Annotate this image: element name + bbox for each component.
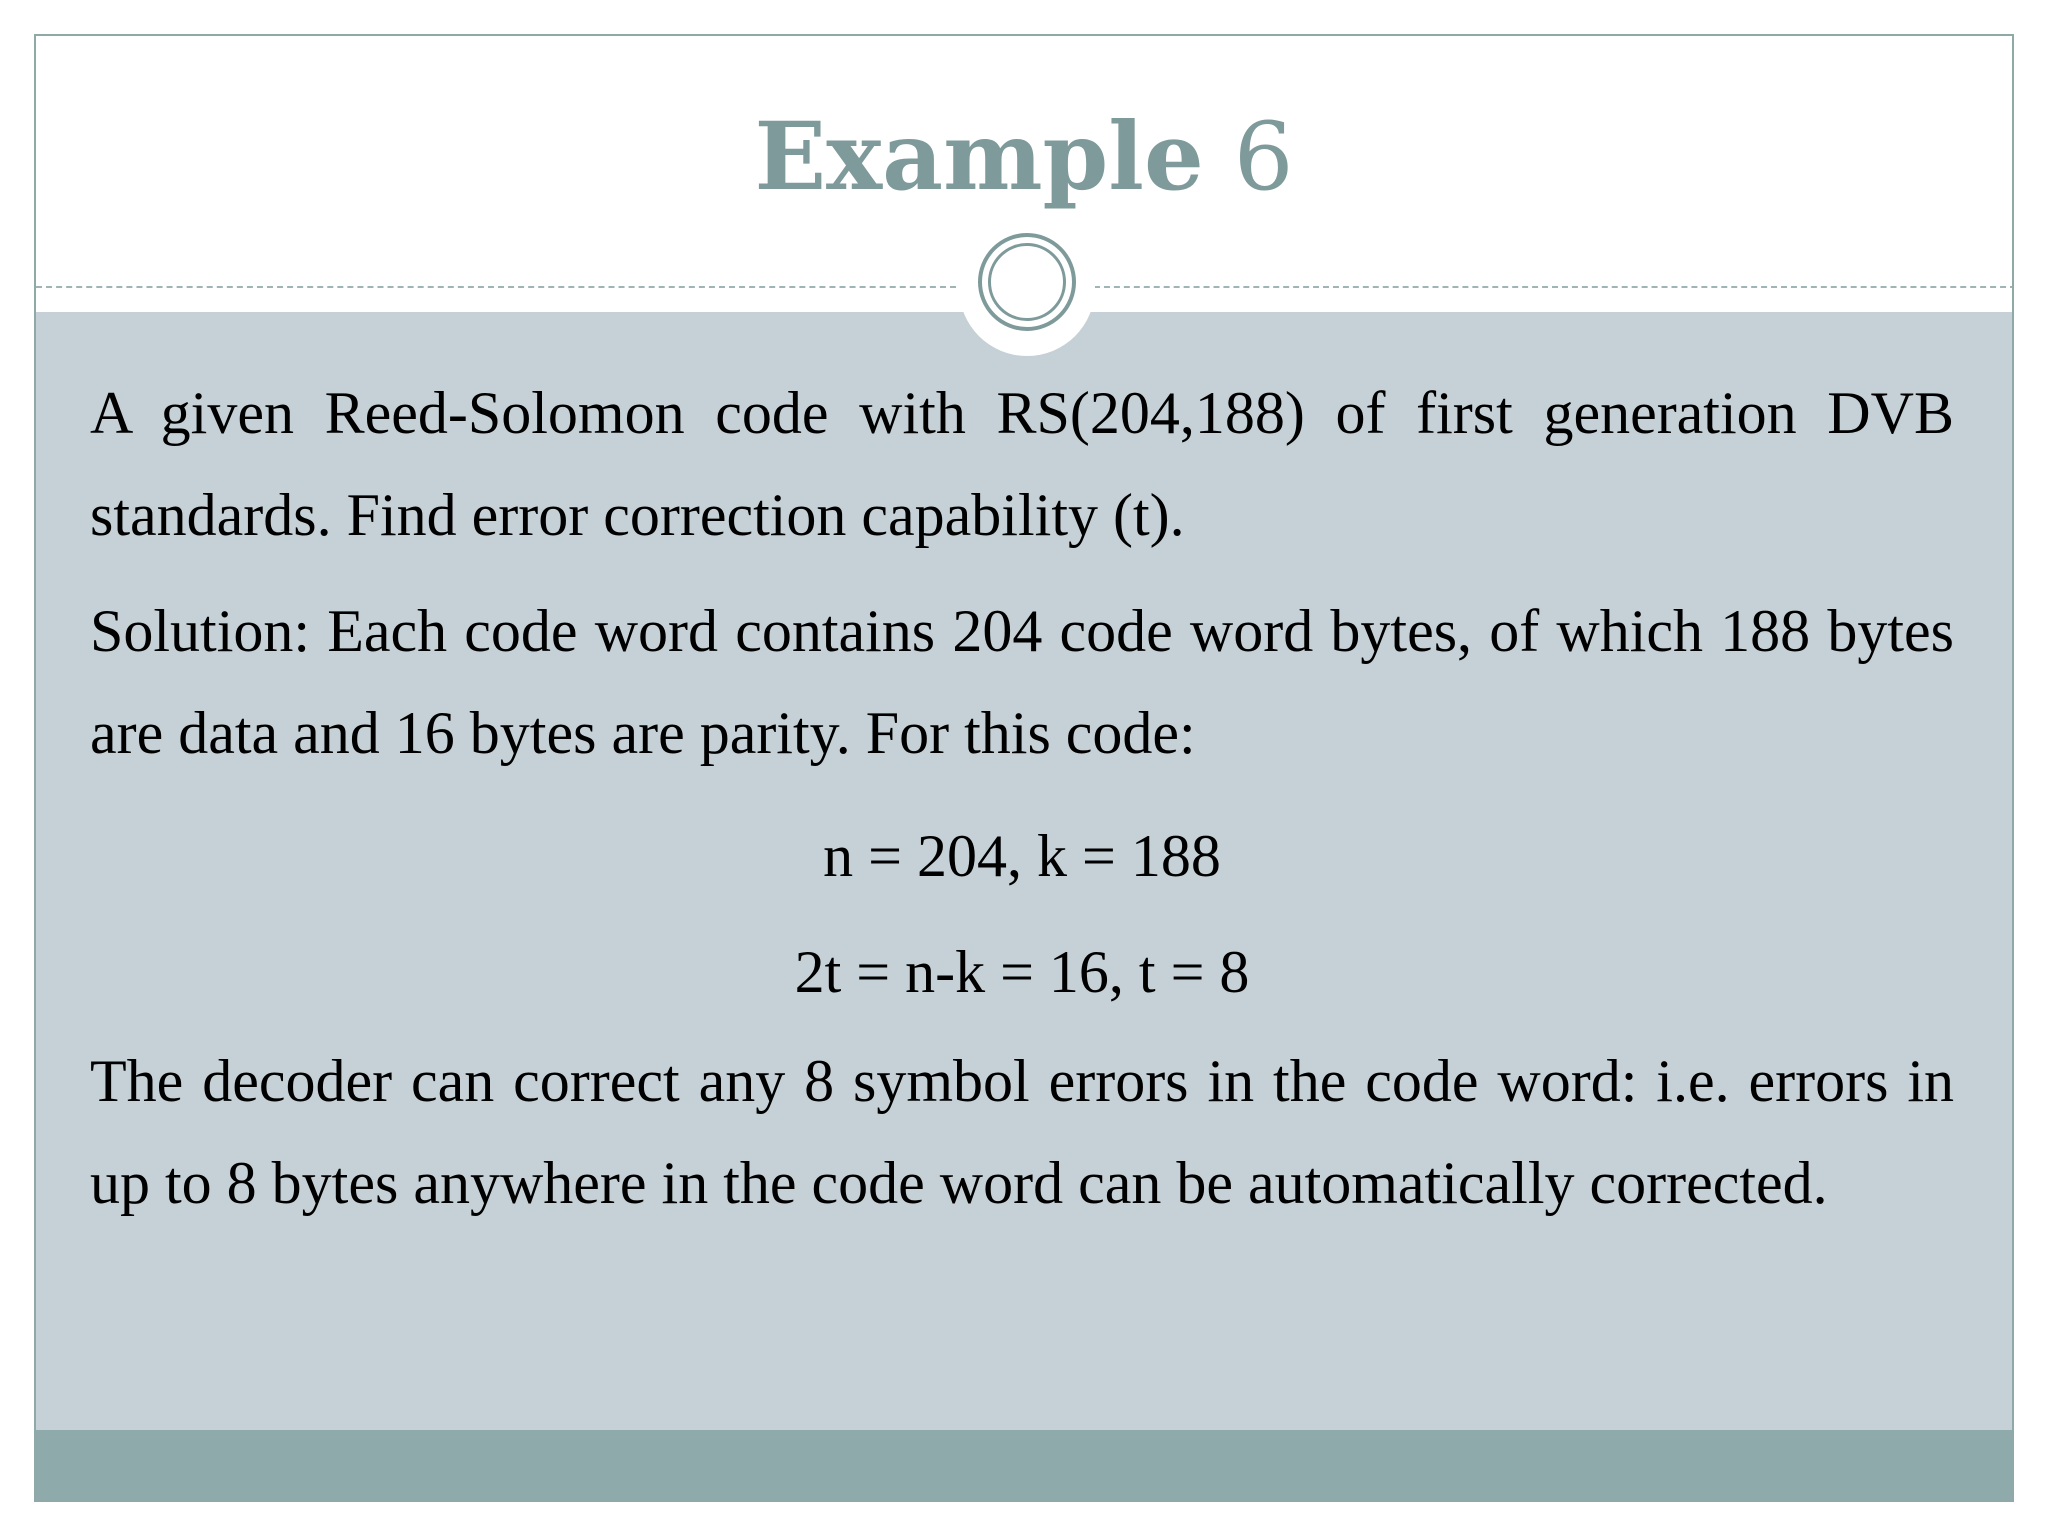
problem-statement: A given Reed-Solomon code with RS(204,188) of first generation DVB standards. Find error correction capability (t). xyxy=(90,380,1954,548)
slide-title xyxy=(36,102,2012,213)
equation-t: 2t = n-k = 16, t = 8 xyxy=(794,939,1250,1005)
title-divider-right xyxy=(1094,286,2014,288)
equation-n-k: n = 204, k = 188 xyxy=(823,823,1221,889)
circle-ornament-inner-ring xyxy=(988,243,1066,321)
slide-title-word: Example xyxy=(754,102,1204,212)
bottom-bar xyxy=(36,1430,2012,1502)
slide-body xyxy=(90,362,1954,1248)
solution-text: Solution: Each code word contains 204 code word bytes, of which 188 bytes are data and 16 bytes are parity. For this code: xyxy=(90,598,1954,766)
conclusion-text: The decoder can correct any 8 symbol errors in the code word: i.e. errors in up to 8 bytes anywhere in the code word can be automatically corrected. xyxy=(90,1048,1954,1216)
title-divider-left xyxy=(36,286,956,288)
slide-title-number: 6 xyxy=(1233,103,1294,212)
slide xyxy=(34,34,2014,1502)
